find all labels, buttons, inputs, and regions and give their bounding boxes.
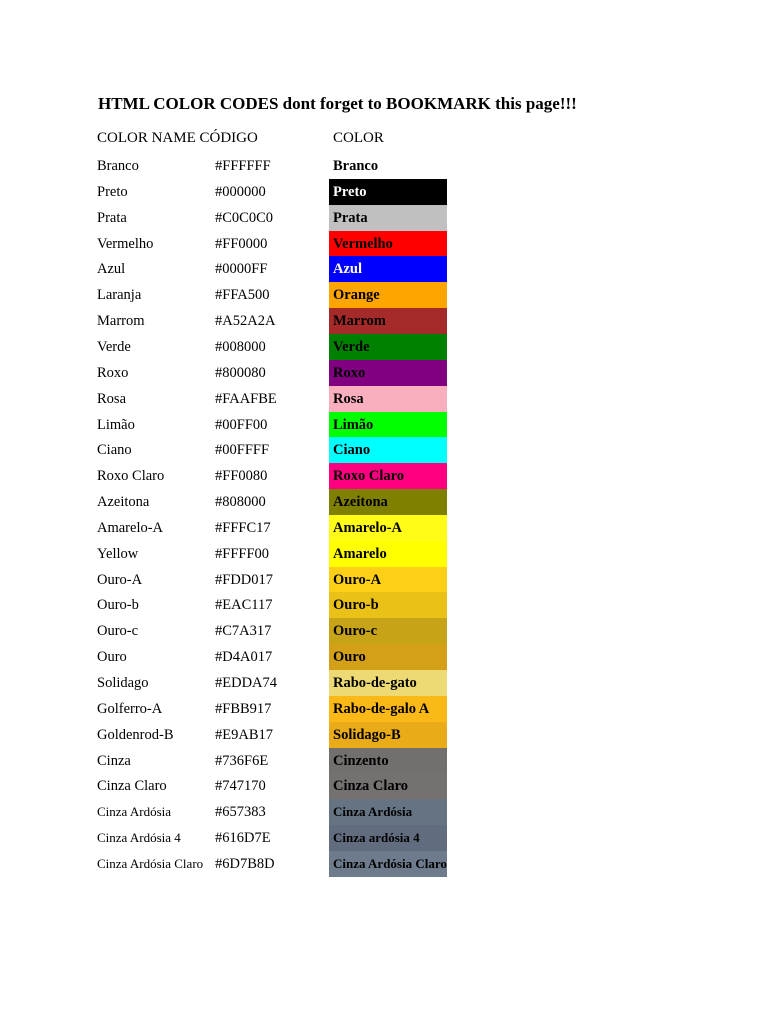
color-swatch-label: Amarelo-A <box>333 519 402 536</box>
color-code: #FFFFFF <box>215 158 271 174</box>
color-name: Ouro <box>97 649 127 666</box>
color-code: #747170 <box>215 778 266 795</box>
color-swatch-label: Verde <box>333 338 370 355</box>
color-code: #E9AB17 <box>215 726 273 743</box>
color-swatch-label: Azeitona <box>333 494 388 511</box>
color-swatch-label: Orange <box>333 287 380 304</box>
table-row <box>0 205 768 231</box>
color-code: #FF0080 <box>215 468 268 485</box>
color-swatch-label: Branco <box>333 158 379 174</box>
color-swatch-label: Roxo Claro <box>333 468 405 485</box>
column-header-name-code: COLOR NAME CÓDIGO <box>97 130 258 146</box>
color-code: #808000 <box>215 494 266 511</box>
color-name: Prata <box>97 209 127 226</box>
color-name: Limão <box>97 416 135 433</box>
color-code: #FF0000 <box>215 235 268 252</box>
table-row <box>0 463 768 489</box>
color-name: Yellow <box>97 545 139 562</box>
color-swatch-label: Cinzento <box>333 752 389 769</box>
color-name: Ciano <box>97 442 132 459</box>
color-swatch-label: Ouro-A <box>333 571 382 588</box>
color-code: #EAC117 <box>215 597 273 614</box>
color-name: Roxo <box>97 364 129 381</box>
color-name: Ouro-A <box>97 571 143 588</box>
color-code: #616D7E <box>215 830 271 847</box>
color-swatch-label: Limão <box>333 416 374 433</box>
color-name: Rosa <box>97 390 126 407</box>
color-name: Preto <box>97 183 128 200</box>
color-swatch-label: Cinza Claro <box>333 778 409 795</box>
color-code: #736F6E <box>215 752 269 769</box>
column-header-color: COLOR <box>333 130 384 146</box>
color-name: Ouro-b <box>97 597 139 614</box>
color-name: Cinza Ardósia <box>97 804 172 820</box>
table-row <box>0 748 768 774</box>
color-code: #D4A017 <box>215 649 273 666</box>
color-name: Roxo Claro <box>97 468 165 485</box>
table-row <box>0 722 768 748</box>
color-code: #00FF00 <box>215 416 268 433</box>
table-row <box>0 179 768 205</box>
color-name: Cinza Ardósia Claro <box>97 855 204 871</box>
color-name: Cinza Ardósia 4 <box>97 830 181 846</box>
color-swatch-label: Ciano <box>333 442 371 459</box>
color-code: #EDDA74 <box>215 675 278 691</box>
color-name: Laranja <box>97 287 142 304</box>
color-swatch-label: Azul <box>333 261 362 278</box>
color-name: Solidago <box>97 675 149 691</box>
table-row <box>0 696 768 722</box>
table-row <box>0 282 768 308</box>
color-name: Golferro-A <box>97 700 163 717</box>
color-swatch-label: Amarelo <box>333 545 387 562</box>
color-code: #C0C0C0 <box>215 209 274 226</box>
table-row <box>0 153 768 179</box>
color-swatch-label: Rabo-de-gato <box>333 675 417 691</box>
table-row <box>0 489 768 515</box>
color-name: Ouro-c <box>97 623 139 640</box>
table-row <box>0 308 768 334</box>
color-name: Cinza <box>97 752 131 769</box>
table-row <box>0 618 768 644</box>
color-code: #FAAFBE <box>215 390 277 407</box>
table-row <box>0 231 768 257</box>
color-swatch-label: Rosa <box>333 390 364 407</box>
color-code: #A52A2A <box>215 313 276 330</box>
color-swatch-label: Cinza ardósia 4 <box>333 830 420 846</box>
color-swatch-label: Cinza Ardósia <box>333 804 413 820</box>
color-code: #FDD017 <box>215 571 274 588</box>
color-name: Azul <box>97 261 126 278</box>
color-code: #FFFC17 <box>215 519 271 536</box>
color-swatch-label: Ouro <box>333 649 366 666</box>
color-swatch-label: Vermelho <box>333 235 393 252</box>
color-swatch-label: Rabo-de-galo A <box>333 700 430 717</box>
color-name: Azeitona <box>97 494 150 511</box>
table-row <box>0 360 768 386</box>
table-row <box>0 670 768 696</box>
color-swatch-label: Prata <box>333 209 368 226</box>
table-row <box>0 515 768 541</box>
color-swatch-label: Cinza Ardósia Claro <box>333 855 447 871</box>
table-row <box>0 541 768 567</box>
color-code: #800080 <box>215 364 266 381</box>
color-code: #000000 <box>215 183 266 200</box>
table-row <box>0 592 768 618</box>
color-swatch-label: Ouro-b <box>333 597 379 614</box>
table-row <box>0 825 768 851</box>
table-row <box>0 386 768 412</box>
table-row <box>0 567 768 593</box>
table-row <box>0 773 768 799</box>
color-code: #0000FF <box>215 261 268 278</box>
color-name: Verde <box>97 338 131 355</box>
color-name: Amarelo-A <box>97 519 164 536</box>
color-code: #6D7B8D <box>215 855 275 872</box>
color-code: #FFA500 <box>215 287 270 304</box>
color-code: #008000 <box>215 338 266 355</box>
table-row <box>0 799 768 825</box>
color-name: Vermelho <box>97 235 154 252</box>
color-swatch-label: Marrom <box>333 313 386 330</box>
color-swatch-label: Solidago-B <box>333 726 401 743</box>
table-row <box>0 644 768 670</box>
color-code: #FFFF00 <box>215 545 270 562</box>
color-swatch-label: Roxo <box>333 364 366 381</box>
color-code: #657383 <box>215 804 266 821</box>
color-swatch-label: Preto <box>333 183 367 200</box>
color-code: #C7A317 <box>215 623 272 640</box>
color-name: Marrom <box>97 313 145 330</box>
table-row <box>0 437 768 463</box>
page-title: HTML COLOR CODES dont forget to BOOKMARK this page!!! <box>98 94 577 113</box>
table-row <box>0 256 768 282</box>
color-name: Goldenrod-B <box>97 726 174 743</box>
table-row <box>0 412 768 438</box>
color-code: #FBB917 <box>215 700 272 717</box>
color-name: Branco <box>97 158 139 174</box>
table-row <box>0 334 768 360</box>
color-name: Cinza Claro <box>97 778 167 795</box>
color-swatch-label: Ouro-c <box>333 623 378 640</box>
color-code: #00FFFF <box>215 442 270 459</box>
table-row <box>0 851 768 877</box>
